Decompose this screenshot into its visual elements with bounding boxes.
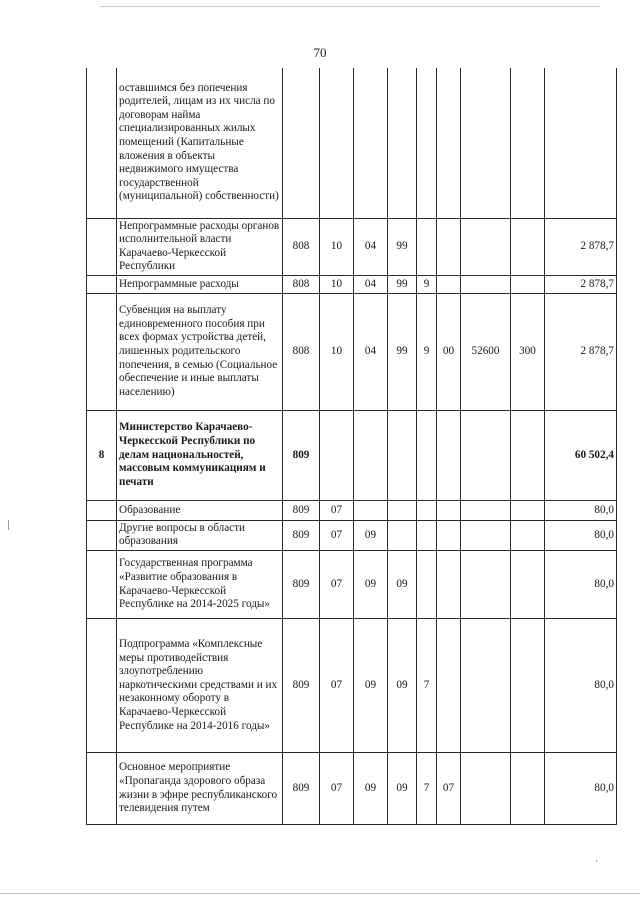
dept-code-cell: 808	[283, 275, 320, 293]
expense-type-code-cell	[511, 619, 545, 753]
subsection-code-cell: 04	[354, 218, 388, 275]
section-code-cell: 07	[320, 551, 354, 619]
expense-name-cell: Подпрограмма «Комплексные меры противодействия злоупотреблению наркотическими средствами и их незаконному обороту в Карачаево-Черкесской Республике на 2014-2016 годы»	[117, 619, 283, 753]
subprogram-code-cell: 7	[417, 619, 437, 753]
dept-code-cell: 809	[283, 753, 320, 825]
dept-code-cell: 808	[283, 293, 320, 410]
section-code-cell: 10	[320, 293, 354, 410]
row-number-cell	[87, 218, 117, 275]
subsection-code-cell: 04	[354, 275, 388, 293]
row-number-cell: 8	[87, 410, 117, 500]
subprogram-code-cell	[417, 218, 437, 275]
row-number-cell	[87, 275, 117, 293]
expense-name-cell: Образование	[117, 500, 283, 520]
activity-code-cell	[437, 410, 461, 500]
activity-code-cell	[437, 68, 461, 218]
program-code-cell: 99	[388, 218, 417, 275]
expense-name-cell: Государственная программа «Развитие образования в Карачаево-Черкесской Республике на 2014-2025 годы»	[117, 551, 283, 619]
subsection-code-cell: 09	[354, 753, 388, 825]
row-number-cell	[87, 619, 117, 753]
expense-name-cell: Основное мероприятие «Пропаганда здорового образа жизни в эфире республиканского телевидения путем	[117, 753, 283, 825]
subsection-code-cell: 04	[354, 293, 388, 410]
program-code-cell	[388, 410, 417, 500]
expense-name-cell: Другие вопросы в области образования	[117, 520, 283, 550]
table-row	[87, 218, 617, 275]
direction-code-cell	[461, 520, 511, 550]
amount-cell: 60 502,4	[545, 410, 617, 500]
subsection-code-cell	[354, 500, 388, 520]
table-row	[87, 551, 617, 619]
subprogram-code-cell	[417, 68, 437, 218]
activity-code-cell	[437, 520, 461, 550]
table-row	[87, 293, 617, 410]
subsection-code-cell: 09	[354, 551, 388, 619]
activity-code-cell: 07	[437, 753, 461, 825]
direction-code-cell	[461, 500, 511, 520]
program-code-cell: 99	[388, 275, 417, 293]
row-number-cell	[87, 500, 117, 520]
program-code-cell: 09	[388, 619, 417, 753]
scan-mark	[8, 520, 9, 530]
amount-cell: 80,0	[545, 619, 617, 753]
page-number: 70	[313, 45, 327, 60]
activity-code-cell	[437, 275, 461, 293]
dept-code-cell: 808	[283, 218, 320, 275]
subprogram-code-cell	[417, 410, 437, 500]
expense-type-code-cell	[511, 551, 545, 619]
program-code-cell: 09	[388, 753, 417, 825]
program-code-cell	[388, 500, 417, 520]
row-number-cell	[87, 753, 117, 825]
subprogram-code-cell: 9	[417, 293, 437, 410]
subsection-code-cell: 09	[354, 520, 388, 550]
table-row	[87, 619, 617, 753]
expense-type-code-cell	[511, 500, 545, 520]
direction-code-cell	[461, 275, 511, 293]
expense-type-code-cell	[511, 68, 545, 218]
expense-type-code-cell	[511, 520, 545, 550]
subprogram-code-cell: 9	[417, 275, 437, 293]
row-number-cell	[87, 68, 117, 218]
amount-cell: 80,0	[545, 520, 617, 550]
table-row	[87, 275, 617, 293]
dept-code-cell	[283, 68, 320, 218]
expense-name-cell: Субвенция на выплату единовременного пособия при всех формах устройства детей, лишенных родительского попечения, в семью (Социальное обеспечение и иные выплаты населению)	[117, 293, 283, 410]
row-number-cell	[87, 293, 117, 410]
expense-name-cell: Министерство Карачаево-Черкесской Республики по делам национальностей, массовым коммуникациям и печати	[117, 410, 283, 500]
table-row	[87, 520, 617, 550]
section-code-cell	[320, 410, 354, 500]
direction-code-cell: 52600	[461, 293, 511, 410]
program-code-cell: 99	[388, 293, 417, 410]
scan-mark	[596, 860, 597, 862]
expense-name-cell: оставшимся без попечения родителей, лицам из их числа по договорам найма специализированных жилых помещений (Капитальные вложения в объекты недвижимого имущества государственной (муниципальной) собственности)	[117, 68, 283, 218]
program-code-cell: 09	[388, 551, 417, 619]
budget-table	[86, 68, 617, 825]
table-row	[87, 500, 617, 520]
expense-type-code-cell	[511, 275, 545, 293]
dept-code-cell: 809	[283, 500, 320, 520]
subprogram-code-cell	[417, 520, 437, 550]
dept-code-cell: 809	[283, 520, 320, 550]
program-code-cell	[388, 520, 417, 550]
subprogram-code-cell: 7	[417, 753, 437, 825]
activity-code-cell	[437, 218, 461, 275]
activity-code-cell	[437, 500, 461, 520]
scan-top-line	[100, 6, 600, 7]
direction-code-cell	[461, 218, 511, 275]
amount-cell: 2 878,7	[545, 218, 617, 275]
expense-type-code-cell	[511, 753, 545, 825]
direction-code-cell	[461, 68, 511, 218]
table-row	[87, 410, 617, 500]
activity-code-cell	[437, 619, 461, 753]
section-code-cell	[320, 68, 354, 218]
activity-code-cell: 00	[437, 293, 461, 410]
expense-type-code-cell	[511, 410, 545, 500]
section-code-cell: 07	[320, 619, 354, 753]
dept-code-cell: 809	[283, 619, 320, 753]
subprogram-code-cell	[417, 551, 437, 619]
section-code-cell: 07	[320, 500, 354, 520]
direction-code-cell	[461, 619, 511, 753]
subsection-code-cell	[354, 68, 388, 218]
direction-code-cell	[461, 551, 511, 619]
section-code-cell: 10	[320, 275, 354, 293]
amount-cell: 2 878,7	[545, 293, 617, 410]
table-row	[87, 753, 617, 825]
subsection-code-cell: 09	[354, 619, 388, 753]
subsection-code-cell	[354, 410, 388, 500]
direction-code-cell	[461, 410, 511, 500]
expense-name-cell: Непрограммные расходы	[117, 275, 283, 293]
section-code-cell: 10	[320, 218, 354, 275]
dept-code-cell: 809	[283, 410, 320, 500]
amount-cell: 2 878,7	[545, 275, 617, 293]
direction-code-cell	[461, 753, 511, 825]
expense-name-cell: Непрограммные расходы органов исполнительной власти Карачаево-Черкесской Республики	[117, 218, 283, 275]
dept-code-cell: 809	[283, 551, 320, 619]
scan-bottom-line	[0, 893, 640, 894]
section-code-cell: 07	[320, 753, 354, 825]
activity-code-cell	[437, 551, 461, 619]
row-number-cell	[87, 551, 117, 619]
amount-cell: 80,0	[545, 500, 617, 520]
expense-type-code-cell: 300	[511, 293, 545, 410]
subprogram-code-cell	[417, 500, 437, 520]
section-code-cell: 07	[320, 520, 354, 550]
amount-cell: 80,0	[545, 753, 617, 825]
program-code-cell	[388, 68, 417, 218]
amount-cell	[545, 68, 617, 218]
expense-type-code-cell	[511, 218, 545, 275]
amount-cell: 80,0	[545, 551, 617, 619]
row-number-cell	[87, 520, 117, 550]
table-row	[87, 68, 617, 218]
